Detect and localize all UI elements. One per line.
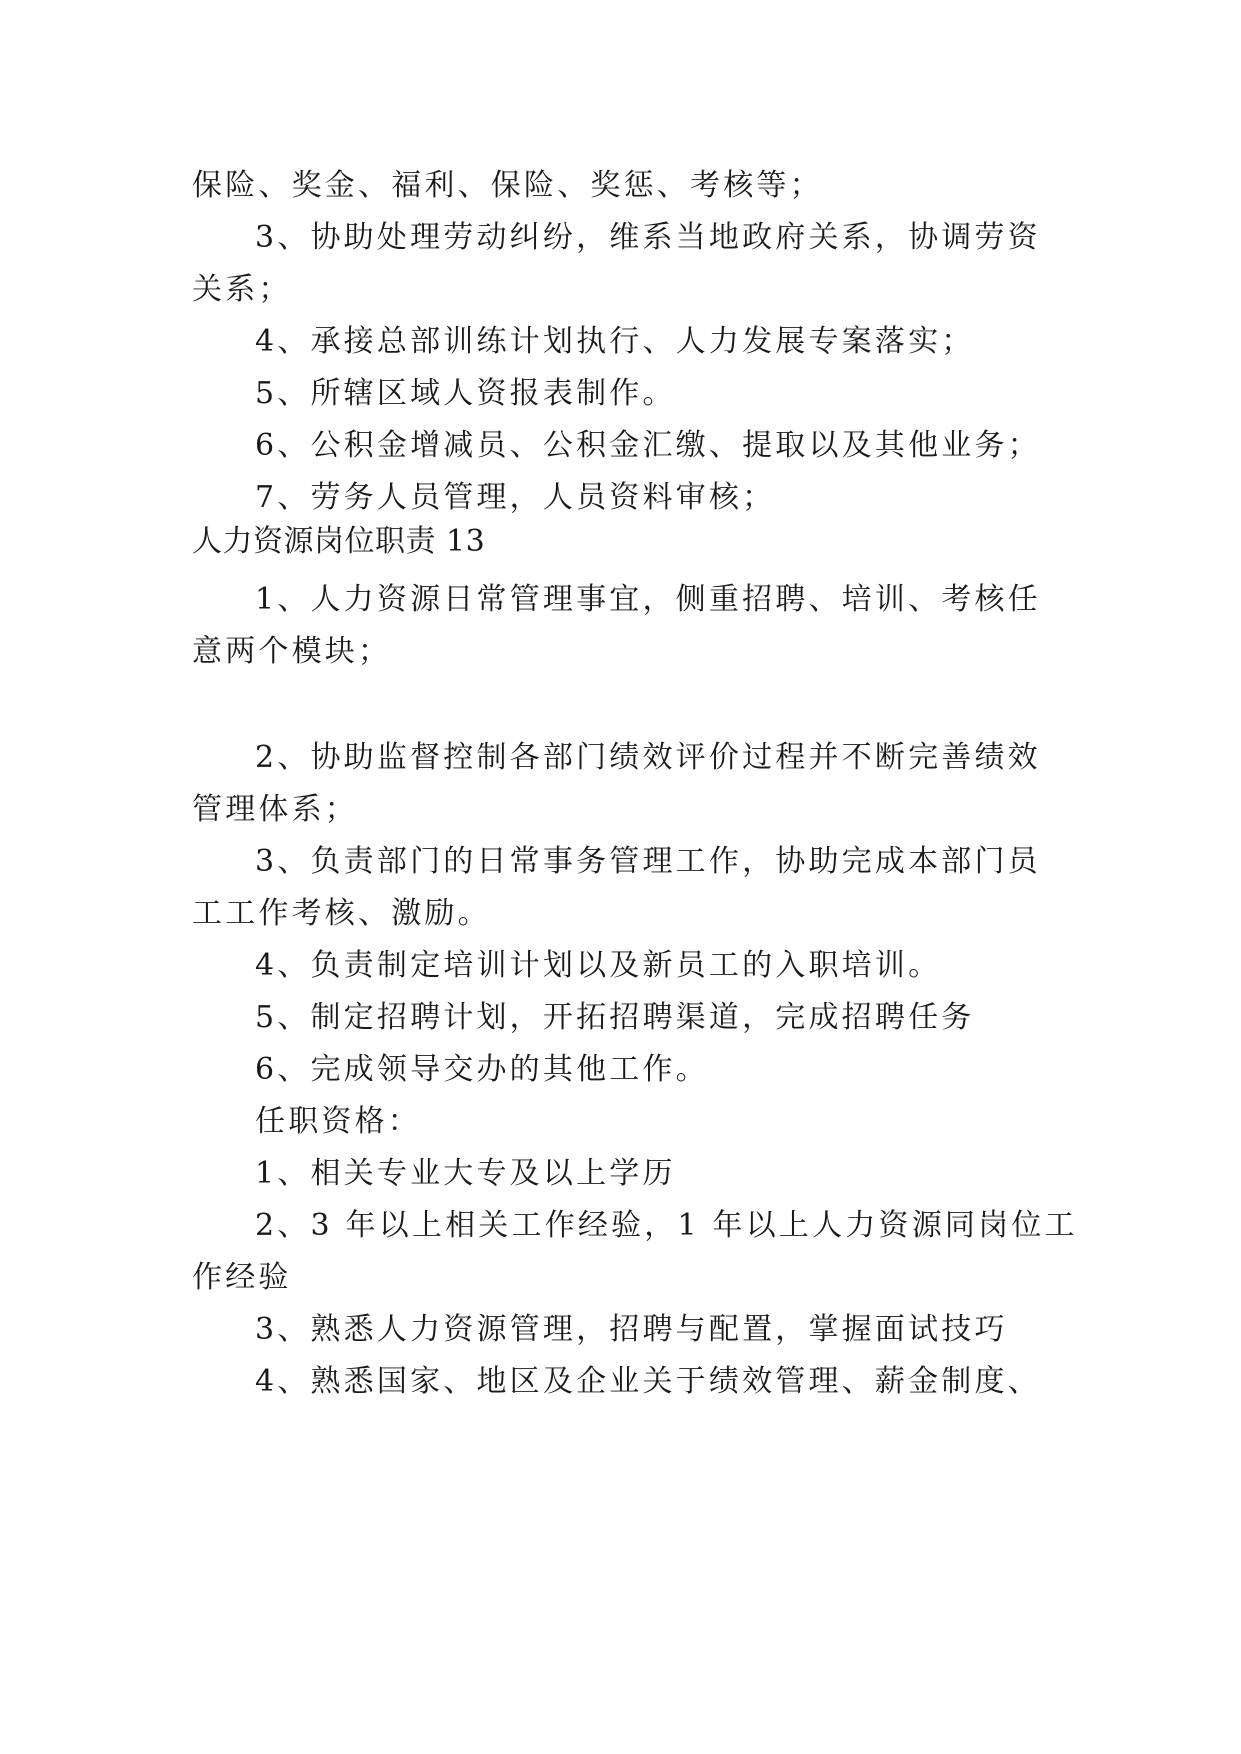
text-line: 保险、奖金、福利、保险、奖惩、考核等； [192,168,823,203]
text-line: 3、熟悉人力资源管理，招聘与配置，掌握面试技巧 [255,1312,1008,1347]
text-line: 管理体系； [192,792,358,827]
text-line: 关系； [192,272,292,307]
text-line: 意两个模块； [192,634,392,669]
text-line: 1、人力资源日常管理事宜，侧重招聘、培训、考核任 [255,582,1041,617]
text-line: 5、制定招聘计划，开拓招聘渠道，完成招聘任务 [255,1000,975,1035]
text-line: 4、承接总部训练计划执行、人力发展专案落实； [255,324,975,359]
text-line: 4、熟悉国家、地区及企业关于绩效管理、薪金制度、 [255,1364,1041,1399]
text-line: 3、协助处理劳动纠纷，维系当地政府关系，协调劳资 [255,220,1041,255]
text-line: 6、公积金增减员、公积金汇缴、提取以及其他业务； [255,428,1041,463]
text-line: 3、负责部门的日常事务管理工作，协助完成本部门员 [255,844,1041,879]
text-line: 6、完成领导交办的其他工作。 [255,1052,709,1087]
section-heading: 人力资源岗位职责 13 [192,524,486,559]
text-line: 7、劳务人员管理，人员资料审核； [255,480,776,515]
text-line: 2、协助监督控制各部门绩效评价过程并不断完善绩效 [255,740,1041,775]
text-line: 工工作考核、激励。 [192,896,491,931]
text-line: 2、3 年以上相关工作经验，1 年以上人力资源同岗位工 [255,1208,1078,1243]
subsection-heading: 任职资格： [255,1104,421,1139]
text-line: 作经验 [192,1260,292,1295]
text-line: 5、所辖区域人资报表制作。 [255,376,676,411]
text-line: 4、负责制定培训计划以及新员工的入职培训。 [255,948,942,983]
text-line: 1、相关专业大专及以上学历 [255,1156,676,1191]
